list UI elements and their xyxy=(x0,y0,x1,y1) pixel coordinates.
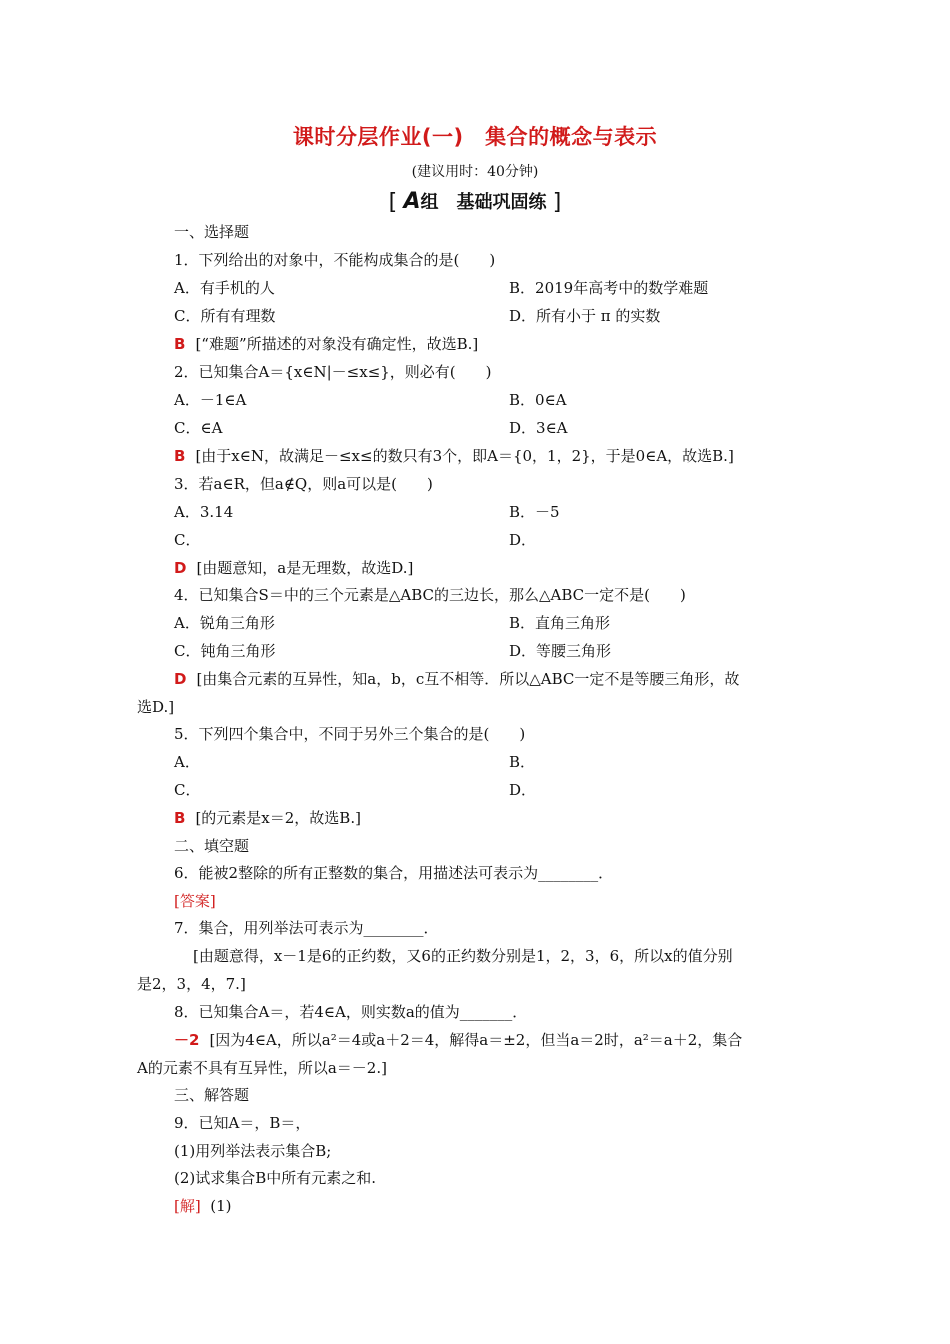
q4-explanation: [由集合元素的互异性，知a，b，c互不相等．所以△ABC一定不是等腰三角形，故 xyxy=(196,670,740,688)
q5-option-a: A． xyxy=(174,753,200,771)
q4-option-d: D．等腰三角形 xyxy=(509,642,612,660)
q4-explanation-cont: 选D.] xyxy=(137,698,175,716)
q1-answer: B xyxy=(174,335,186,353)
q7-stem: 7．集合，用列举法可表示为________． xyxy=(174,919,439,937)
left-bracket: [ xyxy=(388,190,398,215)
q4-answer: D xyxy=(174,670,187,688)
q7-explanation: [由题意得，x－1是6的正约数，又6的正约数分别是1，2，3，6，所以x的值分别 xyxy=(193,947,733,965)
q9-stem: 9．已知A＝，B＝， xyxy=(174,1114,311,1132)
q5-answer: B xyxy=(174,809,186,827)
q7-explanation-cont: 是2，3，4，7.] xyxy=(137,975,246,993)
q2-answer: B xyxy=(174,447,186,465)
q5-stem: 5．下列四个集合中，不同于另外三个集合的是( ) xyxy=(174,725,526,743)
right-bracket: ] xyxy=(552,190,562,215)
q1-option-d: D．所有小于 π 的实数 xyxy=(509,307,661,325)
q9-solution-tag: [解] xyxy=(174,1197,201,1215)
q4-answer-line xyxy=(174,669,739,689)
q2-stem: 2．已知集合A＝{x∈N|－≤x≤}，则必有( ) xyxy=(174,363,492,381)
q9-solution-line xyxy=(174,1196,232,1216)
q2-explanation: [由于x∈N，故满足－≤x≤的数只有3个，即A＝{0，1，2}，于是0∈A，故选B.] xyxy=(195,447,734,465)
q3-option-b: B．－5 xyxy=(509,503,560,521)
q5-option-b: B． xyxy=(509,753,536,771)
q5-explanation: [的元素是x＝2，故选B.] xyxy=(195,809,361,827)
q5-option-d: D． xyxy=(509,781,537,799)
section-choice: 一、选择题 xyxy=(174,223,250,241)
section-fill: 二、填空题 xyxy=(174,837,250,855)
q5-answer-line xyxy=(174,808,361,828)
q1-answer-line xyxy=(174,334,478,354)
q2-option-a: A．－1∈A xyxy=(174,391,247,409)
q8-explanation: [因为4∈A，所以a²＝4或a＋2＝4，解得a＝±2，但当a＝2时，a²＝a＋2，集合 xyxy=(209,1031,743,1049)
group-label: 组 基础巩固练 xyxy=(420,192,547,213)
q1-explanation: [“难题”所描述的对象没有确定性，故选B.] xyxy=(195,335,479,353)
page-title: 课时分层作业(一) 集合的概念与表示 xyxy=(292,125,658,149)
q8-stem: 8．已知集合A＝，若4∈A，则实数a的值为_______． xyxy=(174,1003,528,1021)
q3-answer: D xyxy=(174,559,187,577)
q9-part2: (2)试求集合B中所有元素之和. xyxy=(174,1169,377,1187)
q2-option-b: B．0∈A xyxy=(509,391,567,409)
q3-option-d: D． xyxy=(509,531,537,549)
q8-explanation-cont: A的元素不具有互异性，所以a＝－2.] xyxy=(137,1059,387,1077)
q3-stem: 3．若a∈R，但a∉Q，则a可以是( ) xyxy=(174,475,433,493)
q1-option-a: A．有手机的人 xyxy=(174,279,275,297)
q2-option-d: D．3∈A xyxy=(509,419,568,437)
q4-option-b: B．直角三角形 xyxy=(509,614,611,632)
q2-option-c: C．∈A xyxy=(174,419,223,437)
group-heading xyxy=(0,188,950,215)
q4-option-c: C．钝角三角形 xyxy=(174,642,276,660)
q3-explanation: [由题意知，a是无理数，故选D.] xyxy=(196,559,414,577)
section-solve: 三、解答题 xyxy=(174,1086,250,1104)
q2-answer-line xyxy=(174,446,734,466)
q3-answer-line xyxy=(174,558,413,578)
q3-option-c: C． xyxy=(174,531,201,549)
q1-stem: 1．下列给出的对象中，不能构成集合的是( ) xyxy=(174,251,496,269)
q4-option-a: A．锐角三角形 xyxy=(174,614,275,632)
q3-option-a: A．3.14 xyxy=(174,503,234,521)
q1-option-b: B．2019年高考中的数学难题 xyxy=(509,279,709,297)
time-note: (建议用时：40分钟) xyxy=(411,164,539,180)
q9-solution-part1: (1) xyxy=(210,1197,232,1215)
group-letter: A xyxy=(403,189,421,214)
q1-option-c: C．所有有理数 xyxy=(174,307,276,325)
q4-stem: 4．已知集合S＝中的三个元素是△ABC的三边长，那么△ABC一定不是( ) xyxy=(174,586,686,604)
q8-answer-line xyxy=(174,1030,742,1050)
q5-option-c: C． xyxy=(174,781,201,799)
q6-answer-tag: [答案] xyxy=(174,892,216,910)
q6-stem: 6．能被2整除的所有正整数的集合，用描述法可表示为________． xyxy=(174,864,614,882)
q9-part1: (1)用列举法表示集合B; xyxy=(174,1142,332,1160)
q8-answer: －2 xyxy=(174,1031,200,1049)
